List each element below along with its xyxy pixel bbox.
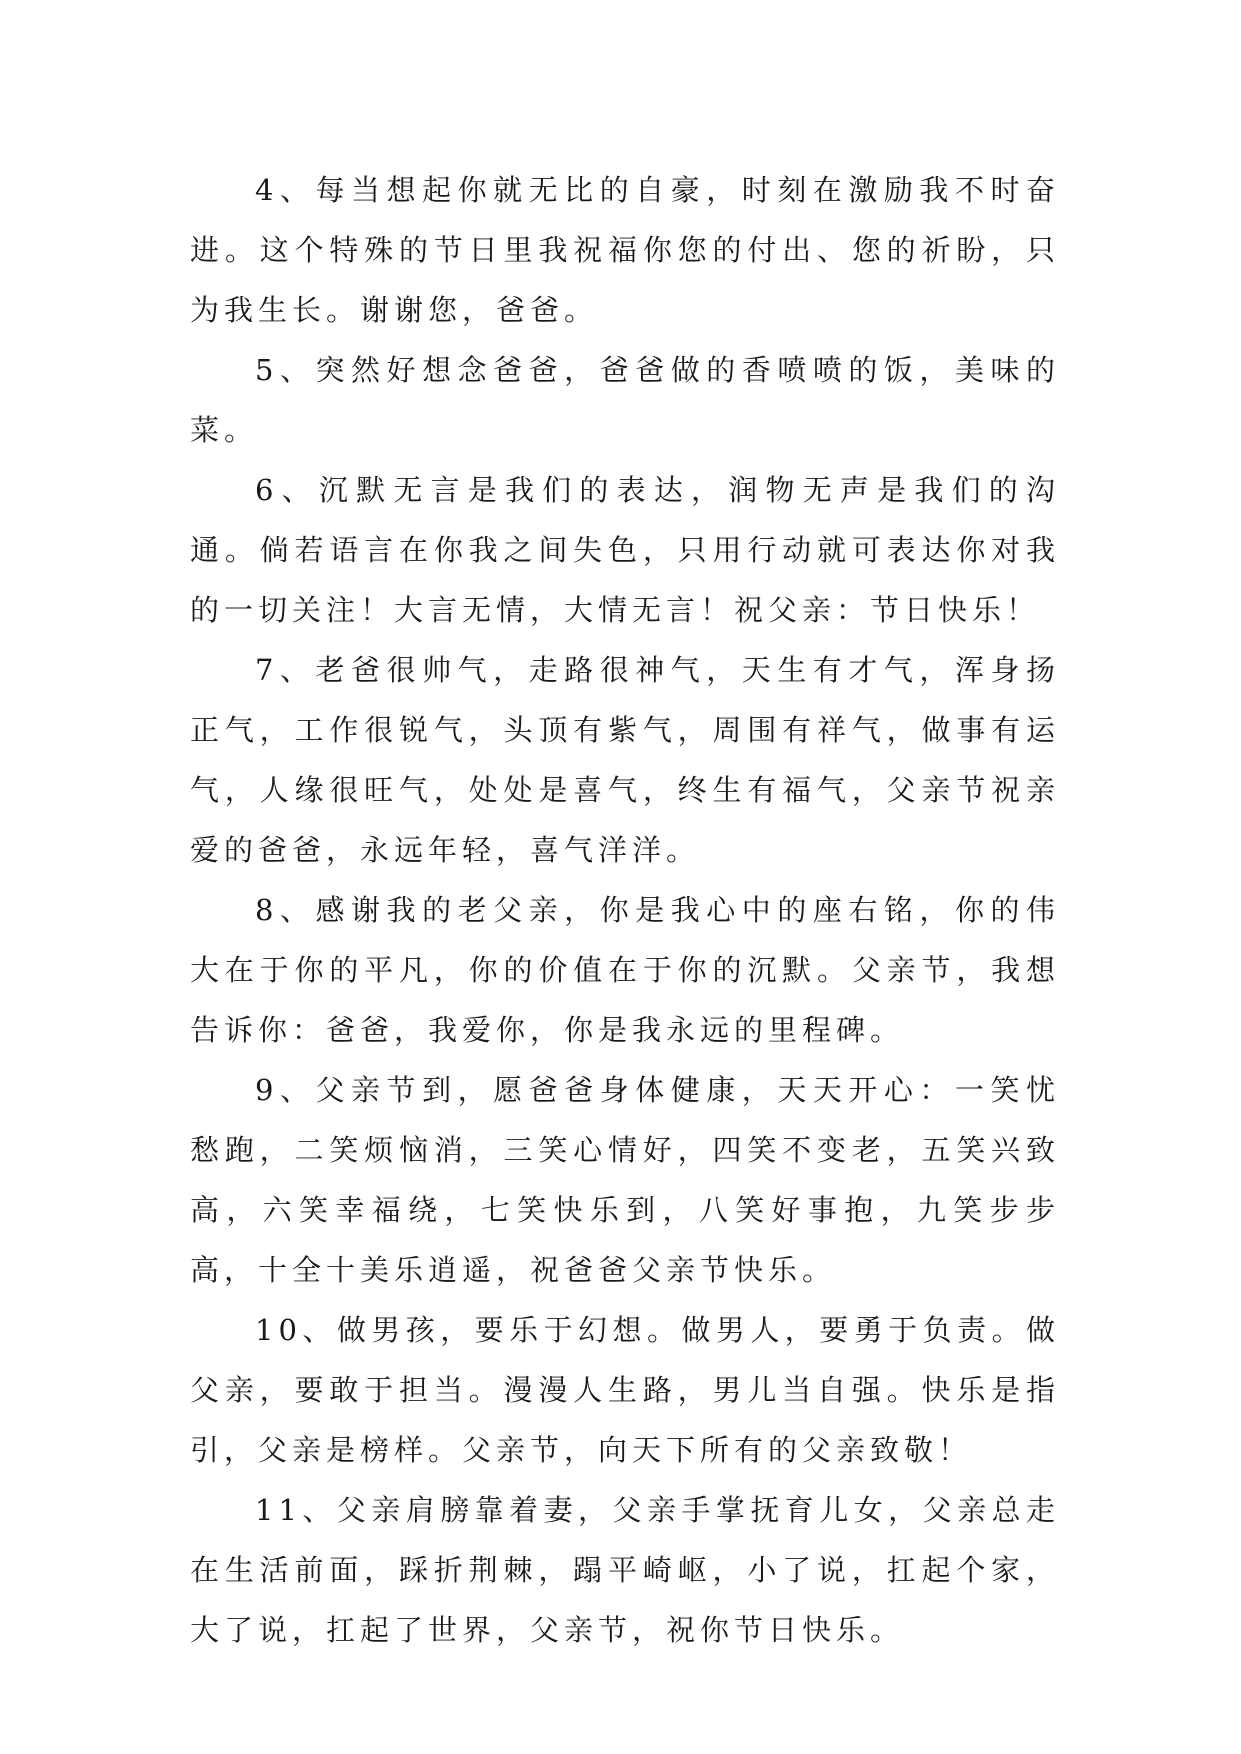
document-body: [190, 160, 1060, 1660]
paragraph-4: 4、每当想起你就无比的自豪，时刻在激励我不时奋进。这个特殊的节日里我祝福你您的付出、您的祈盼，只为我生长。谢谢您，爸爸。: [190, 173, 1060, 327]
paragraph-8: 8、感谢我的老父亲，你是我心中的座右铭，你的伟大在于你的平凡，你的价值在于你的沉默。父亲节，我想告诉你：爸爸，我爱你，你是我永远的里程碑。: [190, 893, 1060, 1047]
paragraph-6: 6、沉默无言是我们的表达，润物无声是我们的沟通。倘若语言在你我之间失色，只用行动就可表达你对我的一切关注！大言无情，大情无言！祝父亲：节日快乐！: [190, 473, 1060, 627]
paragraph-5: 5、突然好想念爸爸，爸爸做的香喷喷的饭，美味的菜。: [190, 353, 1060, 447]
paragraph-11: 11、父亲肩膀靠着妻，父亲手掌抚育儿女，父亲总走在生活前面，踩折荆棘，蹋平崎岖，小了说，扛起个家，大了说，扛起了世界，父亲节，祝你节日快乐。: [190, 1493, 1060, 1647]
paragraph-7: 7、老爸很帅气，走路很神气，天生有才气，浑身扬正气，工作很锐气，头顶有紫气，周围有祥气，做事有运气，人缘很旺气，处处是喜气，终生有福气，父亲节祝亲爱的爸爸，永远年轻，喜气洋洋。: [190, 653, 1060, 867]
paragraph-9: 9、父亲节到，愿爸爸身体健康，天天开心：一笑忧愁跑，二笑烦恼消，三笑心情好，四笑不变老，五笑兴致高，六笑幸福绕，七笑快乐到，八笑好事抱，九笑步步高，十全十美乐逍遥，祝爸爸父亲节快乐。: [190, 1073, 1060, 1287]
paragraph-10: 10、做男孩，要乐于幻想。做男人，要勇于负责。做父亲，要敢于担当。漫漫人生路，男儿当自强。快乐是指引，父亲是榜样。父亲节，向天下所有的父亲致敬！: [190, 1313, 1060, 1467]
